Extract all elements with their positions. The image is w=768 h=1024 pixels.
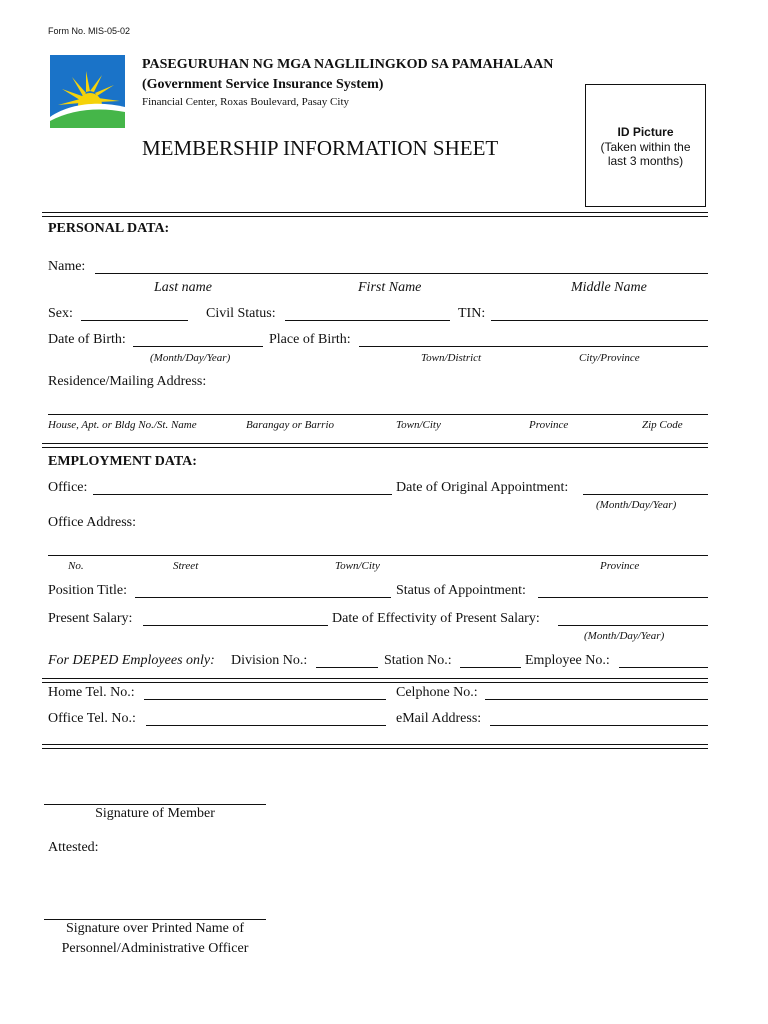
office-address-label: Office Address: <box>48 515 136 530</box>
office-address-no-caption: No. <box>68 560 84 572</box>
sex-label: Sex: <box>48 306 73 321</box>
salary-effectivity-field[interactable] <box>558 625 708 626</box>
section-divider <box>42 443 708 448</box>
civil-status-field[interactable] <box>285 320 450 321</box>
employee-no-field[interactable] <box>619 667 708 668</box>
form-number: Form No. MIS-05-02 <box>48 26 131 36</box>
id-picture-box <box>585 84 706 207</box>
name-field[interactable] <box>95 273 708 274</box>
personal-data-heading: PERSONAL DATA: <box>48 221 170 236</box>
addr-town-caption: Town/City <box>396 419 441 431</box>
office-label: Office: <box>48 480 88 495</box>
member-signature-line[interactable] <box>44 804 266 805</box>
pob-field[interactable] <box>359 346 708 347</box>
town-district-caption: Town/District <box>421 352 482 364</box>
residence-address-label: Residence/Mailing Address: <box>48 374 207 389</box>
status-appointment-field[interactable] <box>538 597 708 598</box>
name-label: Name: <box>48 259 86 274</box>
office-address-street-caption: Street <box>173 560 199 572</box>
email-field[interactable] <box>490 725 708 726</box>
original-appointment-field[interactable] <box>583 494 708 495</box>
salary-effectivity-label: Date of Effectivity of Present Salary: <box>332 611 540 626</box>
middle-name-caption: Middle Name <box>571 280 647 295</box>
home-tel-label: Home Tel. No.: <box>48 685 135 700</box>
officer-signature-caption-1: Signature over Printed Name of <box>65 921 245 936</box>
id-picture-note-1: (Taken within the <box>600 140 691 154</box>
agency-address: Financial Center, Roxas Boulevard, Pasay City <box>142 96 349 108</box>
agency-name: PASEGURUHAN NG MGA NAGLILINGKOD SA PAMAHALAAN <box>142 57 554 72</box>
id-picture-note-2: last 3 months) <box>607 154 684 168</box>
cellphone-field[interactable] <box>485 699 708 700</box>
cellphone-label: Celphone No.: <box>396 685 478 700</box>
station-field[interactable] <box>460 667 521 668</box>
id-picture-label: ID Picture <box>617 125 674 139</box>
sex-field[interactable] <box>81 320 188 321</box>
dob-hint: (Month/Day/Year) <box>150 352 231 364</box>
section-divider <box>42 212 708 217</box>
section-divider <box>42 678 708 683</box>
last-name-caption: Last name <box>154 280 212 295</box>
deped-label: For DEPED Employees only: <box>48 653 215 668</box>
tin-label: TIN: <box>458 306 486 321</box>
present-salary-field[interactable] <box>143 625 328 626</box>
present-salary-label: Present Salary: <box>48 611 133 626</box>
office-tel-label: Office Tel. No.: <box>48 711 136 726</box>
dob-label: Date of Birth: <box>48 332 126 347</box>
division-field[interactable] <box>316 667 378 668</box>
office-address-province-caption: Province <box>600 560 640 572</box>
position-title-label: Position Title: <box>48 583 127 598</box>
agency-english-name: (Government Service Insurance System) <box>142 77 384 92</box>
employee-no-label: Employee No.: <box>525 653 610 668</box>
city-province-caption: City/Province <box>579 352 640 364</box>
office-tel-field[interactable] <box>146 725 386 726</box>
page-title: MEMBERSHIP INFORMATION SHEET <box>142 136 499 160</box>
tin-field[interactable] <box>491 320 708 321</box>
office-address-town-caption: Town/City <box>335 560 380 572</box>
residence-address-field[interactable] <box>48 414 708 415</box>
position-title-field[interactable] <box>135 597 391 598</box>
first-name-caption: First Name <box>358 280 422 295</box>
gsis-logo <box>50 55 125 128</box>
civil-status-label: Civil Status: <box>206 306 276 321</box>
officer-signature-caption-2: Personnel/Administrative Officer <box>61 941 249 956</box>
member-signature-caption: Signature of Member <box>95 806 215 821</box>
email-label: eMail Address: <box>396 711 482 726</box>
home-tel-field[interactable] <box>144 699 386 700</box>
salary-effectivity-hint: (Month/Day/Year) <box>584 630 665 642</box>
office-field[interactable] <box>93 494 392 495</box>
addr-zip-caption: Zip Code <box>642 419 683 431</box>
employment-data-heading: EMPLOYMENT DATA: <box>48 454 197 469</box>
attested-label: Attested: <box>48 840 99 855</box>
addr-house-caption: House, Apt. or Bldg No./St. Name <box>48 419 197 431</box>
officer-signature-line[interactable] <box>44 919 266 920</box>
section-divider <box>42 744 708 749</box>
original-appointment-hint: (Month/Day/Year) <box>596 499 677 511</box>
station-label: Station No.: <box>384 653 452 668</box>
office-address-field[interactable] <box>48 555 708 556</box>
pob-label: Place of Birth: <box>269 332 351 347</box>
division-label: Division No.: <box>231 653 308 668</box>
status-appointment-label: Status of Appointment: <box>396 583 526 598</box>
addr-barangay-caption: Barangay or Barrio <box>246 419 334 431</box>
original-appointment-label: Date of Original Appointment: <box>396 480 569 495</box>
dob-field[interactable] <box>133 346 263 347</box>
addr-province-caption: Province <box>529 419 569 431</box>
